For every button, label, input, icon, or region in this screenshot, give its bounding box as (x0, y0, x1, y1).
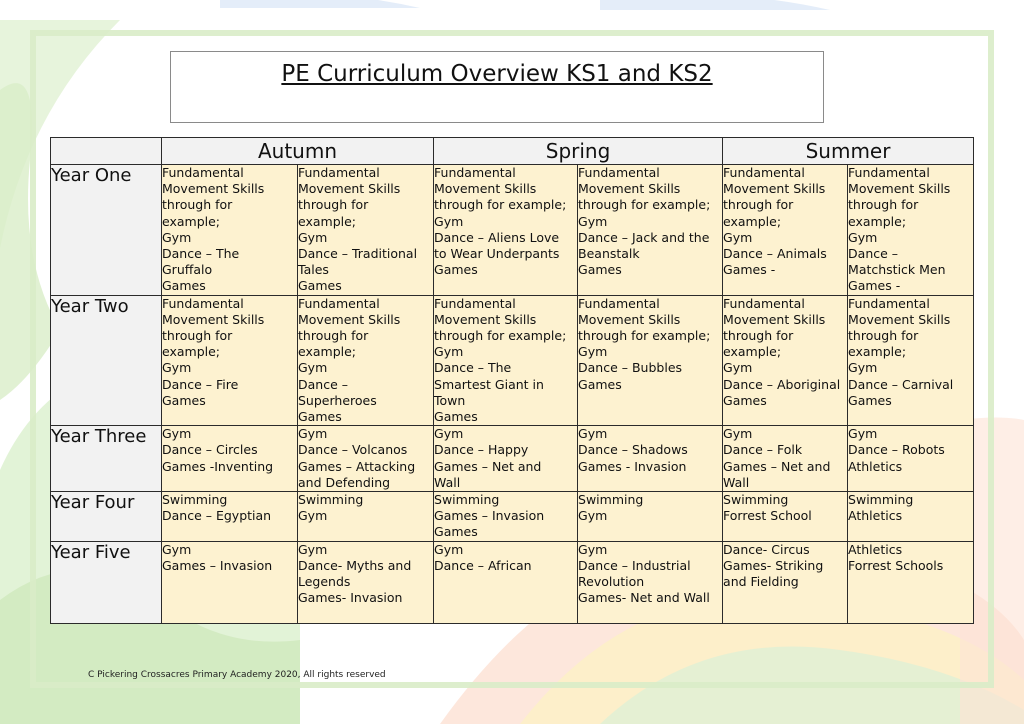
cell-line: through for (723, 197, 794, 213)
cell-line: Games – Invasion (162, 557, 273, 573)
cell-line: Fundamental (723, 295, 805, 311)
curriculum-cell (298, 165, 434, 296)
cell-line: Matchstick Men (848, 262, 946, 278)
cell-line: Dance – (298, 376, 348, 392)
cell-line: Gym (162, 541, 192, 557)
cell-line: Movement Skills (162, 181, 265, 197)
year-label: Year One (51, 165, 162, 296)
cell-line: Gym (434, 426, 464, 442)
cell-line: Fundamental (578, 165, 660, 180)
cell-line: Games (298, 409, 342, 425)
cell-line: Movement Skills (578, 181, 681, 197)
curriculum-cell (162, 426, 298, 492)
cell-line: example; (848, 344, 907, 360)
cell-line: Swimming (723, 492, 789, 508)
table-row (51, 492, 974, 542)
cell-line: Gym (578, 508, 608, 524)
curriculum-cell (723, 492, 848, 542)
cell-line: Dance – Fire (162, 376, 239, 392)
cell-line: Games- Net and Wall (578, 590, 710, 606)
curriculum-cell (298, 541, 434, 623)
cell-line: to Wear Underpants (434, 246, 560, 262)
cell-line: Movement Skills (434, 311, 537, 327)
cell-line: Dance – The (434, 360, 512, 376)
page-title: PE Curriculum Overview KS1 and KS2 (281, 61, 713, 87)
cell-line: through for (848, 197, 919, 213)
curriculum-cell (848, 541, 974, 623)
cell-line: Legends (298, 574, 351, 590)
table-body (51, 165, 974, 624)
cell-line: Gym (578, 213, 608, 229)
cell-line: Swimming (298, 492, 364, 508)
cell-line: Games (723, 392, 767, 408)
cell-line: Dance- Myths and (298, 557, 412, 573)
cell-line: Dance – Aliens Love (434, 229, 560, 245)
cell-line: Movement Skills (298, 311, 401, 327)
cell-line: through for (298, 328, 369, 344)
cell-line: Gruffalo (162, 262, 213, 278)
curriculum-cell (434, 541, 578, 623)
cell-line: Dance – Industrial (578, 557, 691, 573)
cell-line: Swimming (162, 492, 228, 508)
cell-line: Gym (723, 426, 753, 442)
cell-line: Gym (298, 360, 328, 376)
curriculum-cell (578, 541, 723, 623)
season-header-autumn: Autumn (162, 138, 434, 165)
cell-line: Swimming (578, 492, 644, 508)
cell-line: Tales (298, 262, 329, 278)
cell-line: Games - (848, 278, 901, 294)
cell-line: Wall (434, 474, 461, 490)
curriculum-cell (848, 165, 974, 296)
cell-line: Gym (298, 541, 328, 557)
cell-line: through for (848, 328, 919, 344)
cell-line: through for example; (578, 197, 711, 213)
cell-line: and Fielding (723, 574, 799, 590)
corner-header (51, 138, 162, 165)
cell-line: Games (162, 278, 206, 294)
curriculum-cell (848, 426, 974, 492)
curriculum-cell (434, 492, 578, 542)
cell-line: Movement Skills (578, 311, 681, 327)
cell-line: Games – Invasion (434, 508, 545, 524)
cell-line: Fundamental (723, 165, 805, 180)
cell-line: Dance – Folk (723, 442, 803, 458)
cell-line: Movement Skills (162, 311, 265, 327)
cell-line: Fundamental (578, 295, 660, 311)
cell-line: Games – Attacking (298, 458, 416, 474)
year-label: Year Four (51, 492, 162, 542)
curriculum-cell (162, 295, 298, 426)
cell-line: Dance – Happy (434, 442, 529, 458)
cell-line: Fundamental (298, 165, 380, 180)
curriculum-cell (723, 165, 848, 296)
cell-line: example; (162, 344, 221, 360)
copyright-footer: C Pickering Crossacres Primary Academy 2020, All rights reserved (88, 670, 386, 680)
cell-line: Forrest School (723, 508, 812, 524)
cell-line: Gym (162, 426, 192, 442)
cell-line: Gym (298, 229, 328, 245)
cell-line: Games (578, 376, 622, 392)
cell-line: Games -Inventing (162, 458, 274, 474)
cell-line: Fundamental (298, 295, 380, 311)
cell-line: Fundamental (848, 295, 930, 311)
cell-line: Dance – Shadows (578, 442, 688, 458)
cell-line: example; (848, 213, 907, 229)
cell-line: Fundamental (434, 165, 516, 180)
cell-line: Games (848, 392, 892, 408)
cell-line: through for (298, 197, 369, 213)
cell-line: Forrest Schools (848, 557, 944, 573)
cell-line: Games (434, 262, 478, 278)
cell-line: Fundamental (162, 295, 244, 311)
curriculum-cell (578, 426, 723, 492)
cell-line: example; (723, 344, 782, 360)
cell-line: Movement Skills (723, 311, 826, 327)
cell-line: Gym (162, 360, 192, 376)
cell-line: Dance – The (162, 246, 240, 262)
cell-line: Fundamental (162, 165, 244, 180)
curriculum-cell (162, 165, 298, 296)
cell-line: Dance – African (434, 557, 532, 573)
cell-line: Games - Invasion (578, 458, 687, 474)
cell-line: Swimming (848, 492, 914, 508)
cell-line: Games (578, 262, 622, 278)
cell-line: Dance- Circus (723, 541, 810, 557)
cell-line: Gym (298, 508, 328, 524)
cell-line: Games – Net and (434, 458, 542, 474)
season-header-summer: Summer (723, 138, 974, 165)
cell-line: Gym (848, 229, 878, 245)
cell-line: Dance – Aboriginal (723, 376, 841, 392)
cell-line: Games- Striking (723, 557, 824, 573)
cell-line: through for example; (578, 328, 711, 344)
cell-line: Superheroes (298, 392, 377, 408)
cell-line: Gym (578, 344, 608, 360)
curriculum-cell (723, 295, 848, 426)
cell-line: Movement Skills (848, 181, 951, 197)
cell-line: Town (434, 392, 466, 408)
cell-line: Gym (298, 426, 328, 442)
cell-line: Dance – Bubbles (578, 360, 683, 376)
cell-line: Games (298, 278, 342, 294)
cell-line: Swimming (434, 492, 500, 508)
cell-line: Beanstalk (578, 246, 640, 262)
curriculum-cell (578, 492, 723, 542)
cell-line: Games (434, 524, 478, 540)
cell-line: Smartest Giant in (434, 376, 544, 392)
cell-line: example; (298, 213, 357, 229)
cell-line: Games- Invasion (298, 590, 403, 606)
cell-line: Gym (848, 360, 878, 376)
cell-line: Gym (723, 360, 753, 376)
cell-line: Fundamental (434, 295, 516, 311)
curriculum-cell (578, 165, 723, 296)
cell-line: Movement Skills (434, 181, 537, 197)
season-header-row (51, 138, 974, 165)
cell-line: Gym (578, 541, 608, 557)
cell-line: Fundamental (848, 165, 930, 180)
cell-line: through for (723, 328, 794, 344)
cell-line: through for (162, 197, 233, 213)
cell-line: Gym (434, 213, 464, 229)
curriculum-cell (298, 295, 434, 426)
table-row (51, 426, 974, 492)
cell-line: Revolution (578, 574, 645, 590)
cell-line: Gym (578, 426, 608, 442)
cell-line: Athletics (848, 541, 903, 557)
year-label: Year Five (51, 541, 162, 623)
curriculum-cell (298, 426, 434, 492)
table-row (51, 165, 974, 296)
cell-line: and Defending (298, 474, 391, 490)
cell-line: Gym (434, 541, 464, 557)
season-header-spring: Spring (434, 138, 723, 165)
cell-line: Movement Skills (298, 181, 401, 197)
cell-line: Dance – Carnival (848, 376, 954, 392)
cell-line: Gym (434, 344, 464, 360)
curriculum-cell (298, 492, 434, 542)
cell-line: Dance – Animals (723, 246, 827, 262)
cell-line: Movement Skills (723, 181, 826, 197)
curriculum-cell (162, 492, 298, 542)
cell-line: Dance – Volcanos (298, 442, 408, 458)
cell-line: through for example; (434, 197, 567, 213)
cell-line: Dance – (848, 246, 899, 262)
cell-line: Gym (723, 229, 753, 245)
cell-line: Athletics (848, 458, 903, 474)
cell-line: Wall (723, 474, 750, 490)
curriculum-cell (434, 295, 578, 426)
cell-line: Dance – Jack and the (578, 229, 710, 245)
cell-line: through for example; (434, 328, 567, 344)
title-box (170, 51, 824, 123)
curriculum-cell (434, 426, 578, 492)
year-label: Year Two (51, 295, 162, 426)
cell-line: Gym (162, 229, 192, 245)
cell-line: Games - (723, 262, 776, 278)
cell-line: Games (434, 409, 478, 425)
cell-line: through for (162, 328, 233, 344)
cell-line: Dance – Traditional (298, 246, 418, 262)
curriculum-cell (434, 165, 578, 296)
table-row (51, 295, 974, 426)
curriculum-cell (578, 295, 723, 426)
cell-line: Dance – Robots (848, 442, 945, 458)
table-row (51, 541, 974, 623)
curriculum-cell (848, 492, 974, 542)
cell-line: Dance – Circles (162, 442, 258, 458)
curriculum-cell (162, 541, 298, 623)
year-label: Year Three (51, 426, 162, 492)
curriculum-cell (723, 426, 848, 492)
curriculum-table (50, 137, 974, 624)
cell-line: Gym (848, 426, 878, 442)
cell-line: Games (162, 392, 206, 408)
curriculum-cell (723, 541, 848, 623)
cell-line: example; (162, 213, 221, 229)
cell-line: Games – Net and (723, 458, 831, 474)
cell-line: Dance – Egyptian (162, 508, 272, 524)
cell-line: example; (298, 344, 357, 360)
curriculum-cell (848, 295, 974, 426)
cell-line: Athletics (848, 508, 903, 524)
cell-line: example; (723, 213, 782, 229)
cell-line: Movement Skills (848, 311, 951, 327)
